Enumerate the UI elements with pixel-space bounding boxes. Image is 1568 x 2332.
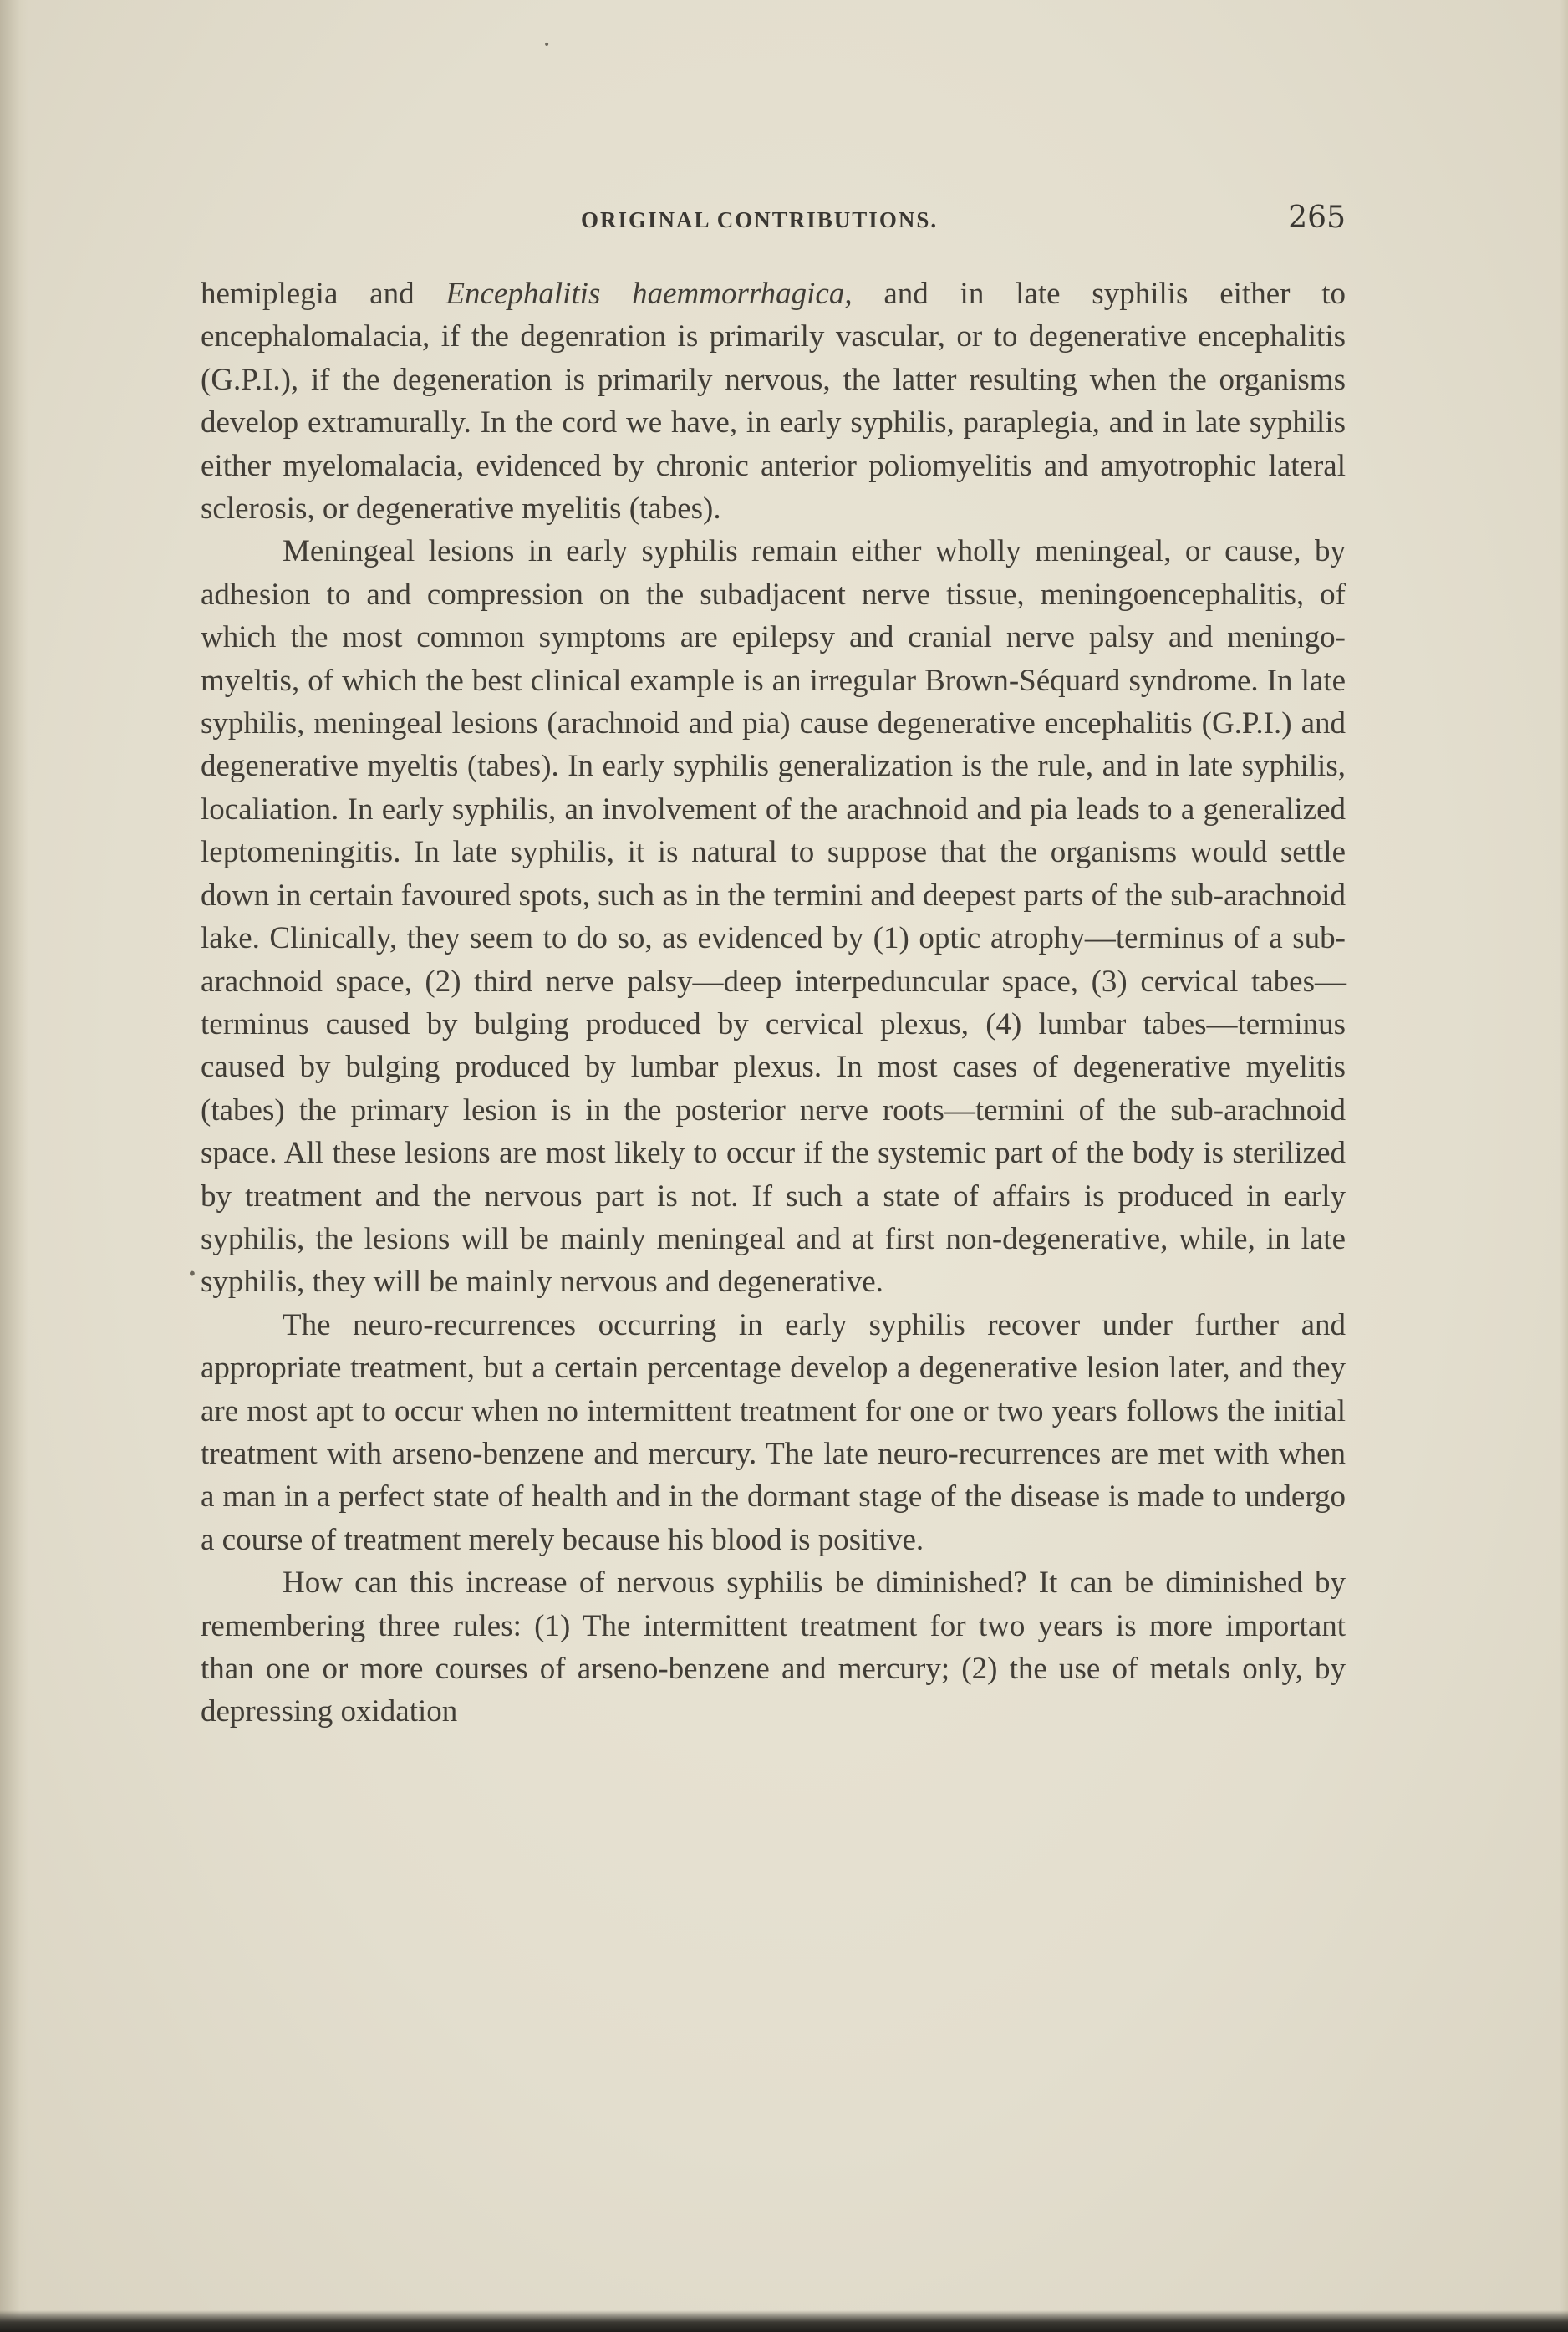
paragraph-1-lead: hemiplegia and <box>201 277 446 311</box>
page-right-edge-shadow <box>1560 0 1568 2332</box>
page-number: 265 <box>1288 201 1346 235</box>
paragraph-3: The neuro-recurrences occurring in early syphilis recover under further and appropriate treatment, but a certain percentage develop a degenerative lesion later, and they are most apt to occur when no intermittent treatment for one or two years follows the initial treatment with arseno-benzene and mercury. The late neuro-recurrences are met with when a man in a perfect state of health and in the dormant stage of the disease is made to undergo a course of treatment merely because his blood is positive. <box>201 1307 1346 1557</box>
paragraph-1 <box>201 272 1346 530</box>
paragraph-4: How can this increase of nervous syphilis be diminished? It can be diminished by remembering three rules: (1) The intermittent treatment for two years is more important than one or more courses of arseno-benzene and mercury; (2) the use of metals only, by depressing oxidation <box>201 1566 1346 1729</box>
speck-mark: • <box>543 38 551 52</box>
paragraph-1-italic-term: Encephalitis haemmorrhagica, <box>445 277 853 311</box>
running-head <box>201 201 1346 242</box>
running-head-title: ORIGINAL CONTRIBUTIONS. <box>581 207 939 232</box>
margin-dot: • <box>187 1264 197 1284</box>
body-text <box>201 272 1346 1734</box>
page-bottom-edge <box>0 2310 1568 2332</box>
paragraph-2: Meningeal lesions in early syphilis remain either wholly meningeal, or cause, by adhesion to and compression on the subadjacent nerve tissue, meningoencephalitis, of which the most common symptoms are epilepsy and cranial nerve palsy and meningo-myeltis, of which the best clinical example is an irregular Brown-Séquard syndrome. In late syphilis, meningeal lesions (arachnoid and pia) cause degenerative encephalitis (G.P.I.) and degenerative myeltis (tabes). In early syphilis generalization is the rule, and in late syphilis, localiation. In early syphilis, an involvement of the arachnoid and pia leads to a generalized leptomeningitis. In late syphilis, it is natural to suppose that the organisms would settle down in certain favoured spots, such as in the termini and deepest parts of the sub-arachnoid lake. Clinically, they seem to do so, as evidenced by (1) optic atrophy—terminus of a sub-arachnoid space, (2) third nerve palsy—deep interpeduncular space, (3) cervical tabes—terminus caused by bulging produced by cervical plexus, (4) lumbar tabes—terminus caused by bulging produced by lumbar plexus. In most cases of degenerative myelitis (tabes) the primary lesion is in the posterior nerve roots—termini of the sub-arachnoid space. All these lesions are most likely to occur if the systemic part of the body is sterilized by treatment and the nervous part is not. If such a state of affairs is produced in early syphilis, the lesions will be mainly meningeal and at first non-degenerative, while, in late syphilis, they will be mainly nervous and degenerative. <box>201 534 1346 1300</box>
page-left-edge-shadow <box>0 0 28 2332</box>
paragraph-1-rest: and in late syphilis either to encephalomalacia, if the degenration is primarily vascular, or to degenerative encephalitis (G.P.I.), if the degeneration is primarily nervous, the latter resulting when the organisms develop extramurally. In the cord we have, in early syphilis, paraplegia, and in late syphilis either myelomalacia, evidenced by chronic anterior poliomyelitis and amyotrophic lateral sclerosis, or degenerative myelitis (tabes). <box>201 277 1347 527</box>
